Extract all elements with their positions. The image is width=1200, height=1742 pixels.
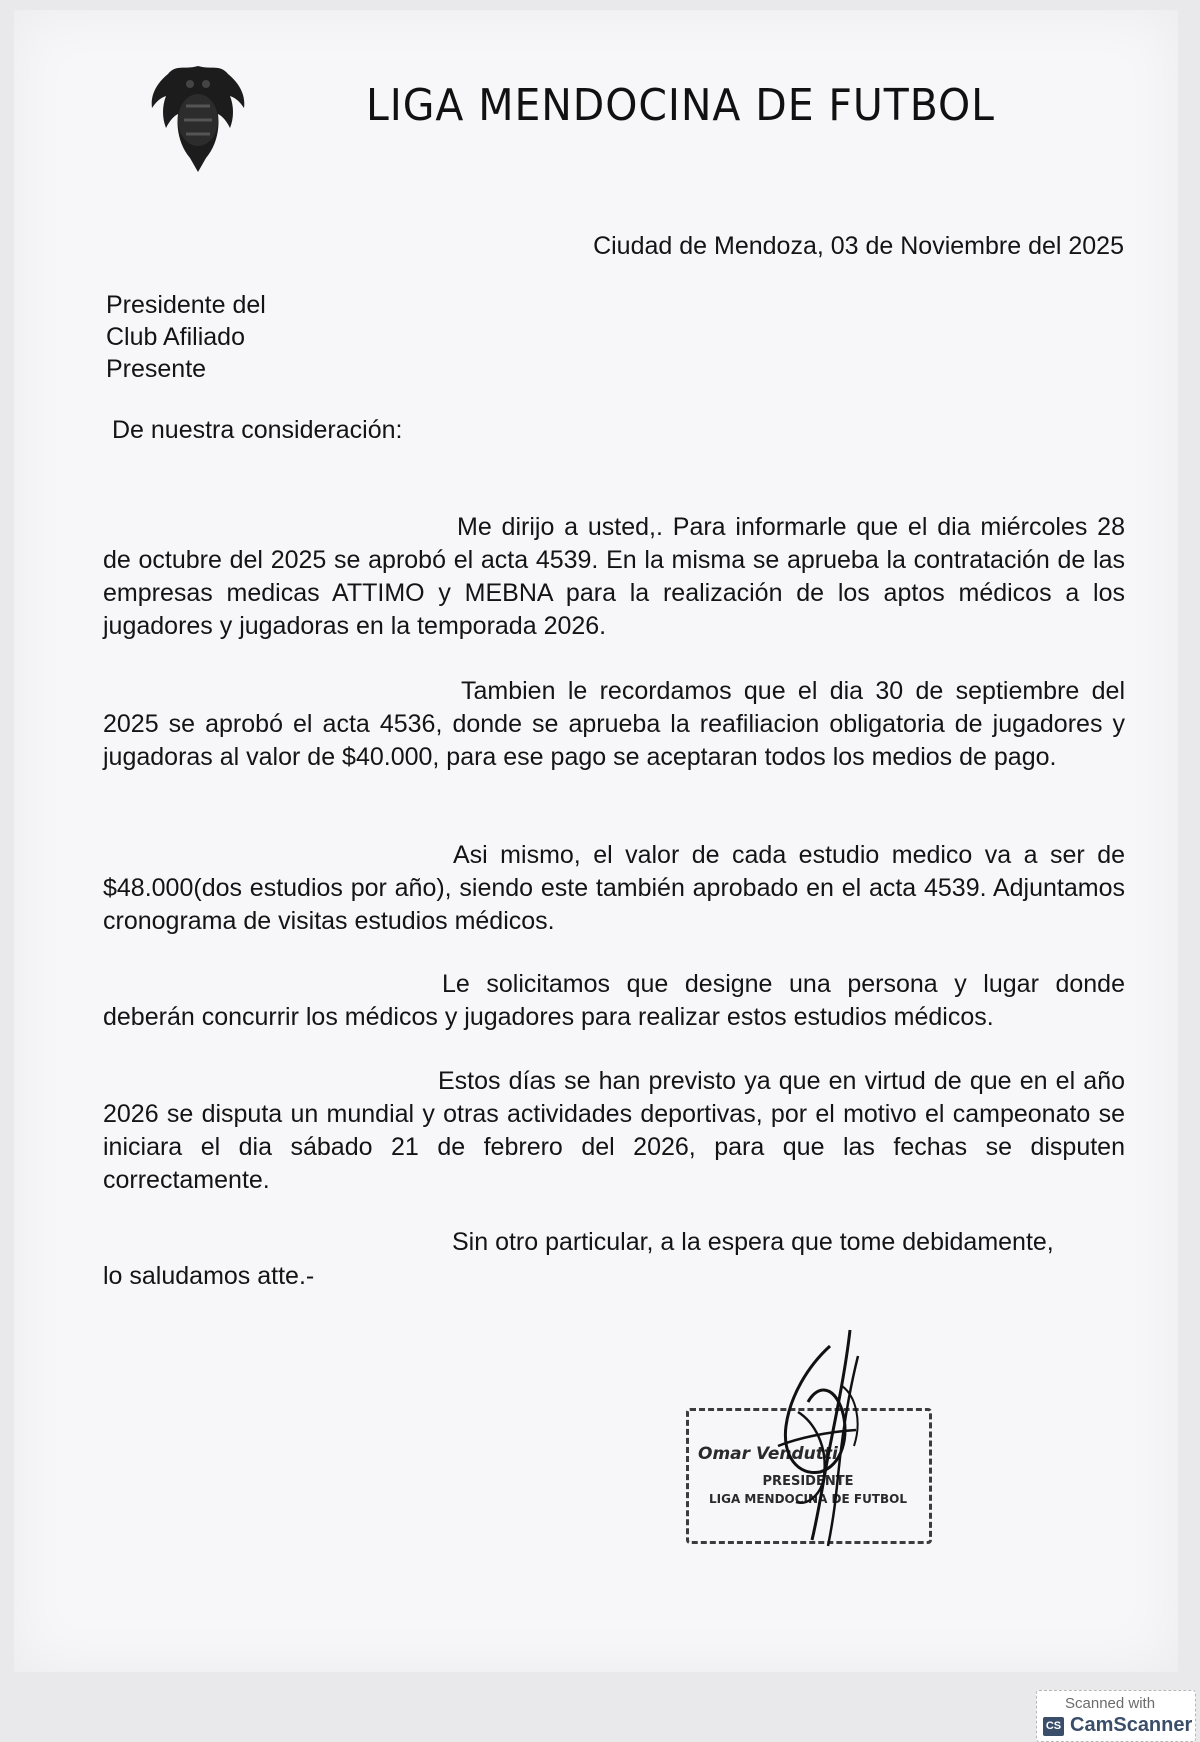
closing-line: lo saludamos atte.- [103,1262,315,1290]
letter-page [14,10,1178,1672]
salutation: De nuestra consideración: [112,416,403,444]
recipient-line: Club Afiliado [106,323,245,351]
stamp-name: Omar Vendutti [698,1444,838,1464]
letterhead-title: LIGA MENDOCINA DE FUTBOL [366,80,995,131]
stamp-organization: LIGA MENDOCINA DE FUTBOL [708,1492,907,1506]
recipient-line: Presidente del [106,291,266,319]
body-paragraph: Me dirijo a usted,. Para informarle que el dia miércoles 28 de octubre del 2025 se aprobó el acta 4539. En la misma se aprueba la contratación de las empresas medicas ATTIMO y MEBNA para la realización de los aptos médicos a los jugadores y jugadoras en la temporada 2026. [103,513,1125,640]
recipient-line: Presente [106,355,207,383]
camscanner-logo-icon: CS [1043,1717,1064,1736]
signature-stamp [678,1326,948,1566]
watermark-caption: Scanned with [1065,1695,1156,1712]
body-paragraph: Asi mismo, el valor de cada estudio medico va a ser de $48.000(dos estudios por año), siendo este también aprobado en el acta 4539. Adjuntamos cronograma de visitas estudios médicos. [103,841,1125,935]
stamp-role: PRESIDENTE [762,1474,854,1489]
eagle-crest-icon [146,60,250,178]
closing-line: Sin otro particular, a la espera que tome debidamente, [452,1228,1054,1256]
handwritten-signature [738,1326,888,1556]
body-paragraph: Tambien le recordamos que el dia 30 de septiembre del 2025 se aprobó el acta 4536, donde se aprueba la reafiliacion obligatoria de jugadores y jugadoras al valor de $40.000, para ese pago se aceptaran todos los medios de pago. [103,677,1125,771]
camscanner-watermark [1036,1690,1196,1742]
date-line: Ciudad de Mendoza, 03 de Noviembre del 2025 [593,232,1124,260]
body-paragraph: Estos días se han previsto ya que en virtud de que en el año 2026 se disputa un mundial y otras actividades deportivas, por el motivo el campeonato se iniciara el dia sábado 21 de febrero del 2026, para que las fechas se disputen correctamente. [103,1067,1125,1194]
watermark-brand: CamScanner [1070,1714,1193,1736]
recipient-block [106,289,266,385]
body-paragraph: Le solicitamos que designe una persona y lugar donde deberán concurrir los médicos y jugadores para realizar estos estudios médicos. [103,970,1125,1031]
